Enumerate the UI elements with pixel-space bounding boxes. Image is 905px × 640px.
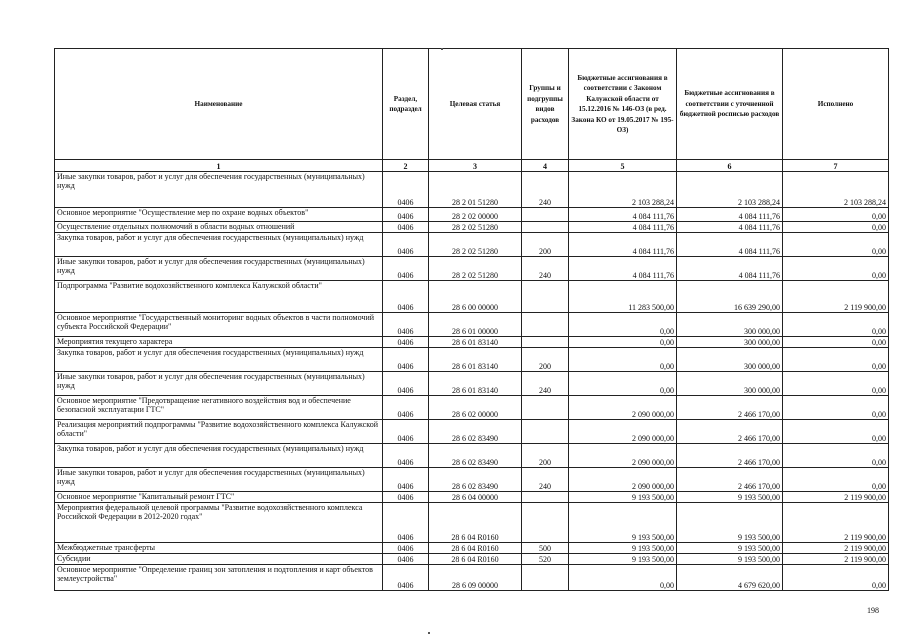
- row-budget-refined: 4 084 111,76: [677, 208, 783, 222]
- row-budget-refined: 300 000,00: [677, 337, 783, 348]
- row-expense-group: [522, 420, 569, 444]
- row-budget-refined: 9 193 500,00: [677, 554, 783, 565]
- row-budget-refined: 9 193 500,00: [677, 543, 783, 554]
- row-expense-group: 500: [522, 543, 569, 554]
- table-row: [55, 313, 889, 337]
- row-budget-law: 0,00: [569, 337, 677, 348]
- row-budget-refined: 2 466 170,00: [677, 396, 783, 420]
- row-name: Иные закупки товаров, работ и услуг для обеспечения государственных (муниципальных) нужд: [55, 172, 383, 208]
- column-number: 1: [55, 160, 383, 172]
- row-name: Основное мероприятие "Государственный мониторинг водных объектов в части полномочий субъекта Российской Федерации": [55, 313, 383, 337]
- row-section: 0406: [383, 281, 429, 313]
- row-budget-law: 4 084 111,76: [569, 233, 677, 257]
- row-expense-group: [522, 396, 569, 420]
- row-target-article: 28 6 02 00000: [429, 396, 522, 420]
- row-section: 0406: [383, 565, 429, 591]
- row-expense-group: [522, 208, 569, 222]
- row-expense-group: 200: [522, 444, 569, 468]
- row-section: 0406: [383, 257, 429, 281]
- row-budget-refined: 16 639 290,00: [677, 281, 783, 313]
- header-row: [55, 49, 889, 160]
- row-budget-law: 9 193 500,00: [569, 503, 677, 543]
- row-executed: 0,00: [783, 420, 889, 444]
- row-section: 0406: [383, 233, 429, 257]
- header-target-article: Целевая статья: [429, 49, 522, 160]
- row-section: 0406: [383, 222, 429, 233]
- row-budget-refined: 9 193 500,00: [677, 503, 783, 543]
- budget-table-sheet: [54, 48, 888, 591]
- header-budget-law: Бюджетные ассигнования в соответствии с Законом Калужской области от 15.12.2016 № 146-ОЗ (в ред. Закона КО от 19.05.2017 № 195-ОЗ): [569, 49, 677, 160]
- page-number: 198: [867, 606, 879, 615]
- row-budget-refined: 9 193 500,00: [677, 492, 783, 503]
- table-row: [55, 503, 889, 543]
- row-target-article: 28 2 02 51280: [429, 257, 522, 281]
- table-body: [55, 172, 889, 591]
- column-number: 2: [383, 160, 429, 172]
- row-budget-refined: 2 466 170,00: [677, 468, 783, 492]
- row-name: Иные закупки товаров, работ и услуг для обеспечения государственных (муниципальных) нужд: [55, 257, 383, 281]
- column-number: 5: [569, 160, 677, 172]
- budget-table: [54, 48, 889, 591]
- row-executed: 0,00: [783, 565, 889, 591]
- row-section: 0406: [383, 543, 429, 554]
- row-target-article: 28 6 04 00000: [429, 492, 522, 503]
- row-section: 0406: [383, 208, 429, 222]
- row-executed: 0,00: [783, 468, 889, 492]
- scan-speck: [428, 632, 430, 634]
- row-executed: 2 119 900,00: [783, 554, 889, 565]
- row-executed: 0,00: [783, 313, 889, 337]
- table-row: [55, 444, 889, 468]
- row-executed: 0,00: [783, 396, 889, 420]
- row-executed: 0,00: [783, 257, 889, 281]
- row-expense-group: 240: [522, 468, 569, 492]
- row-budget-refined: 4 679 620,00: [677, 565, 783, 591]
- column-number: 3: [429, 160, 522, 172]
- row-section: 0406: [383, 492, 429, 503]
- row-name: Закупка товаров, работ и услуг для обеспечения государственных (муниципальных) нужд: [55, 348, 383, 372]
- row-executed: 0,00: [783, 444, 889, 468]
- header-budget-refined: Бюджетные ассигнования в соответствии с уточненной бюджетной росписью расходов: [677, 49, 783, 160]
- row-name: Закупка товаров, работ и услуг для обеспечения государственных (муниципальных) нужд: [55, 233, 383, 257]
- row-budget-law: 0,00: [569, 372, 677, 396]
- table-row: [55, 172, 889, 208]
- row-section: 0406: [383, 503, 429, 543]
- row-expense-group: [522, 565, 569, 591]
- table-row: [55, 396, 889, 420]
- row-budget-law: 0,00: [569, 348, 677, 372]
- row-target-article: 28 6 02 83490: [429, 468, 522, 492]
- row-name: Иные закупки товаров, работ и услуг для обеспечения государственных (муниципальных) нужд: [55, 372, 383, 396]
- row-budget-refined: 2 466 170,00: [677, 444, 783, 468]
- column-number: 6: [677, 160, 783, 172]
- row-budget-refined: 2 103 288,24: [677, 172, 783, 208]
- row-expense-group: 520: [522, 554, 569, 565]
- row-budget-law: 9 193 500,00: [569, 492, 677, 503]
- table-row: [55, 233, 889, 257]
- row-expense-group: [522, 337, 569, 348]
- table-row: [55, 468, 889, 492]
- row-name: Основное мероприятие "Определение границ зон затопления и подтопления и карт объектов землеустройства": [55, 565, 383, 591]
- row-expense-group: [522, 313, 569, 337]
- row-executed: 2 119 900,00: [783, 492, 889, 503]
- row-expense-group: 200: [522, 233, 569, 257]
- row-name: Межбюджетные трансферты: [55, 543, 383, 554]
- row-section: 0406: [383, 444, 429, 468]
- row-executed: 0,00: [783, 372, 889, 396]
- row-section: 0406: [383, 337, 429, 348]
- row-target-article: 28 6 04 R0160: [429, 543, 522, 554]
- row-expense-group: 240: [522, 172, 569, 208]
- row-executed: 2 119 900,00: [783, 503, 889, 543]
- row-budget-law: 4 084 111,76: [569, 222, 677, 233]
- table-row: [55, 222, 889, 233]
- column-number-row: [55, 160, 889, 172]
- row-name: Закупка товаров, работ и услуг для обеспечения государственных (муниципальных) нужд: [55, 444, 383, 468]
- row-expense-group: [522, 503, 569, 543]
- row-executed: 0,00: [783, 208, 889, 222]
- row-name: Основное мероприятие "Капитальный ремонт ГТС": [55, 492, 383, 503]
- table-row: [55, 257, 889, 281]
- row-expense-group: [522, 281, 569, 313]
- table-row: [55, 348, 889, 372]
- row-target-article: 28 2 02 00000: [429, 208, 522, 222]
- row-target-article: 28 6 00 00000: [429, 281, 522, 313]
- row-expense-group: 200: [522, 348, 569, 372]
- row-budget-law: 11 283 500,00: [569, 281, 677, 313]
- table-row: [55, 492, 889, 503]
- row-section: 0406: [383, 554, 429, 565]
- row-executed: 0,00: [783, 233, 889, 257]
- row-budget-refined: 4 084 111,76: [677, 257, 783, 281]
- row-executed: 2 119 900,00: [783, 281, 889, 313]
- row-target-article: 28 6 01 83140: [429, 348, 522, 372]
- row-budget-refined: 300 000,00: [677, 372, 783, 396]
- row-executed: 2 119 900,00: [783, 543, 889, 554]
- row-name: Мероприятия текущего характера: [55, 337, 383, 348]
- row-expense-group: 240: [522, 257, 569, 281]
- scan-speck: [441, 48, 443, 50]
- row-section: 0406: [383, 420, 429, 444]
- row-expense-group: 240: [522, 372, 569, 396]
- table-row: [55, 565, 889, 591]
- row-name: Мероприятия федеральной целевой программы "Развитие водохозяйственного комплекса Российской Федерации в 2012-2020 годах": [55, 503, 383, 543]
- header-expense-group: Группы и подгруппы видов расходов: [522, 49, 569, 160]
- row-executed: 0,00: [783, 337, 889, 348]
- row-name: Осуществление отдельных полномочий в области водных отношений: [55, 222, 383, 233]
- row-budget-law: 2 090 000,00: [569, 396, 677, 420]
- row-budget-refined: 2 466 170,00: [677, 420, 783, 444]
- row-target-article: 28 2 02 51280: [429, 222, 522, 233]
- row-budget-refined: 300 000,00: [677, 348, 783, 372]
- row-budget-law: 4 084 111,76: [569, 257, 677, 281]
- row-name: Иные закупки товаров, работ и услуг для обеспечения государственных (муниципальных) нужд: [55, 468, 383, 492]
- row-target-article: 28 2 02 51280: [429, 233, 522, 257]
- row-expense-group: [522, 222, 569, 233]
- row-section: 0406: [383, 172, 429, 208]
- column-number: 4: [522, 160, 569, 172]
- row-budget-law: 0,00: [569, 313, 677, 337]
- table-row: [55, 281, 889, 313]
- row-target-article: 28 6 01 00000: [429, 313, 522, 337]
- table-row: [55, 337, 889, 348]
- row-budget-law: 2 090 000,00: [569, 468, 677, 492]
- row-name: Реализация мероприятий подпрограммы "Развитие водохозяйственного комплекса Калужской области": [55, 420, 383, 444]
- row-budget-law: 2 090 000,00: [569, 420, 677, 444]
- row-budget-law: 2 090 000,00: [569, 444, 677, 468]
- row-section: 0406: [383, 468, 429, 492]
- row-name: Основное мероприятие "Предотвращение негативного воздействия вод и обеспечение безопасной эксплуатации ГТС": [55, 396, 383, 420]
- header-name: Наименование: [55, 49, 383, 160]
- row-budget-law: 4 084 111,76: [569, 208, 677, 222]
- row-executed: 0,00: [783, 348, 889, 372]
- row-target-article: 28 6 02 83490: [429, 444, 522, 468]
- row-target-article: 28 6 01 83140: [429, 372, 522, 396]
- row-budget-law: 9 193 500,00: [569, 543, 677, 554]
- row-section: 0406: [383, 372, 429, 396]
- row-target-article: 28 6 04 R0160: [429, 554, 522, 565]
- table-row: [55, 554, 889, 565]
- row-budget-refined: 4 084 111,76: [677, 233, 783, 257]
- row-budget-law: 9 193 500,00: [569, 554, 677, 565]
- row-section: 0406: [383, 396, 429, 420]
- table-row: [55, 372, 889, 396]
- header-section: Раздел, подраздел: [383, 49, 429, 160]
- row-executed: 0,00: [783, 222, 889, 233]
- row-expense-group: [522, 492, 569, 503]
- row-budget-law: 2 103 288,24: [569, 172, 677, 208]
- row-section: 0406: [383, 313, 429, 337]
- row-name: Основное мероприятие "Осуществление мер по охране водных объектов": [55, 208, 383, 222]
- table-row: [55, 543, 889, 554]
- row-budget-refined: 300 000,00: [677, 313, 783, 337]
- row-section: 0406: [383, 348, 429, 372]
- table-row: [55, 208, 889, 222]
- row-target-article: 28 6 04 R0160: [429, 503, 522, 543]
- table-row: [55, 420, 889, 444]
- column-number: 7: [783, 160, 889, 172]
- row-target-article: 28 2 01 51280: [429, 172, 522, 208]
- row-target-article: 28 6 01 83140: [429, 337, 522, 348]
- header-executed: Исполнено: [783, 49, 889, 160]
- row-target-article: 28 6 09 00000: [429, 565, 522, 591]
- row-target-article: 28 6 02 83490: [429, 420, 522, 444]
- row-budget-law: 0,00: [569, 565, 677, 591]
- row-name: Подпрограмма "Развитие водохозяйственного комплекса Калужской области": [55, 281, 383, 313]
- row-executed: 2 103 288,24: [783, 172, 889, 208]
- row-name: Субсидии: [55, 554, 383, 565]
- row-budget-refined: 4 084 111,76: [677, 222, 783, 233]
